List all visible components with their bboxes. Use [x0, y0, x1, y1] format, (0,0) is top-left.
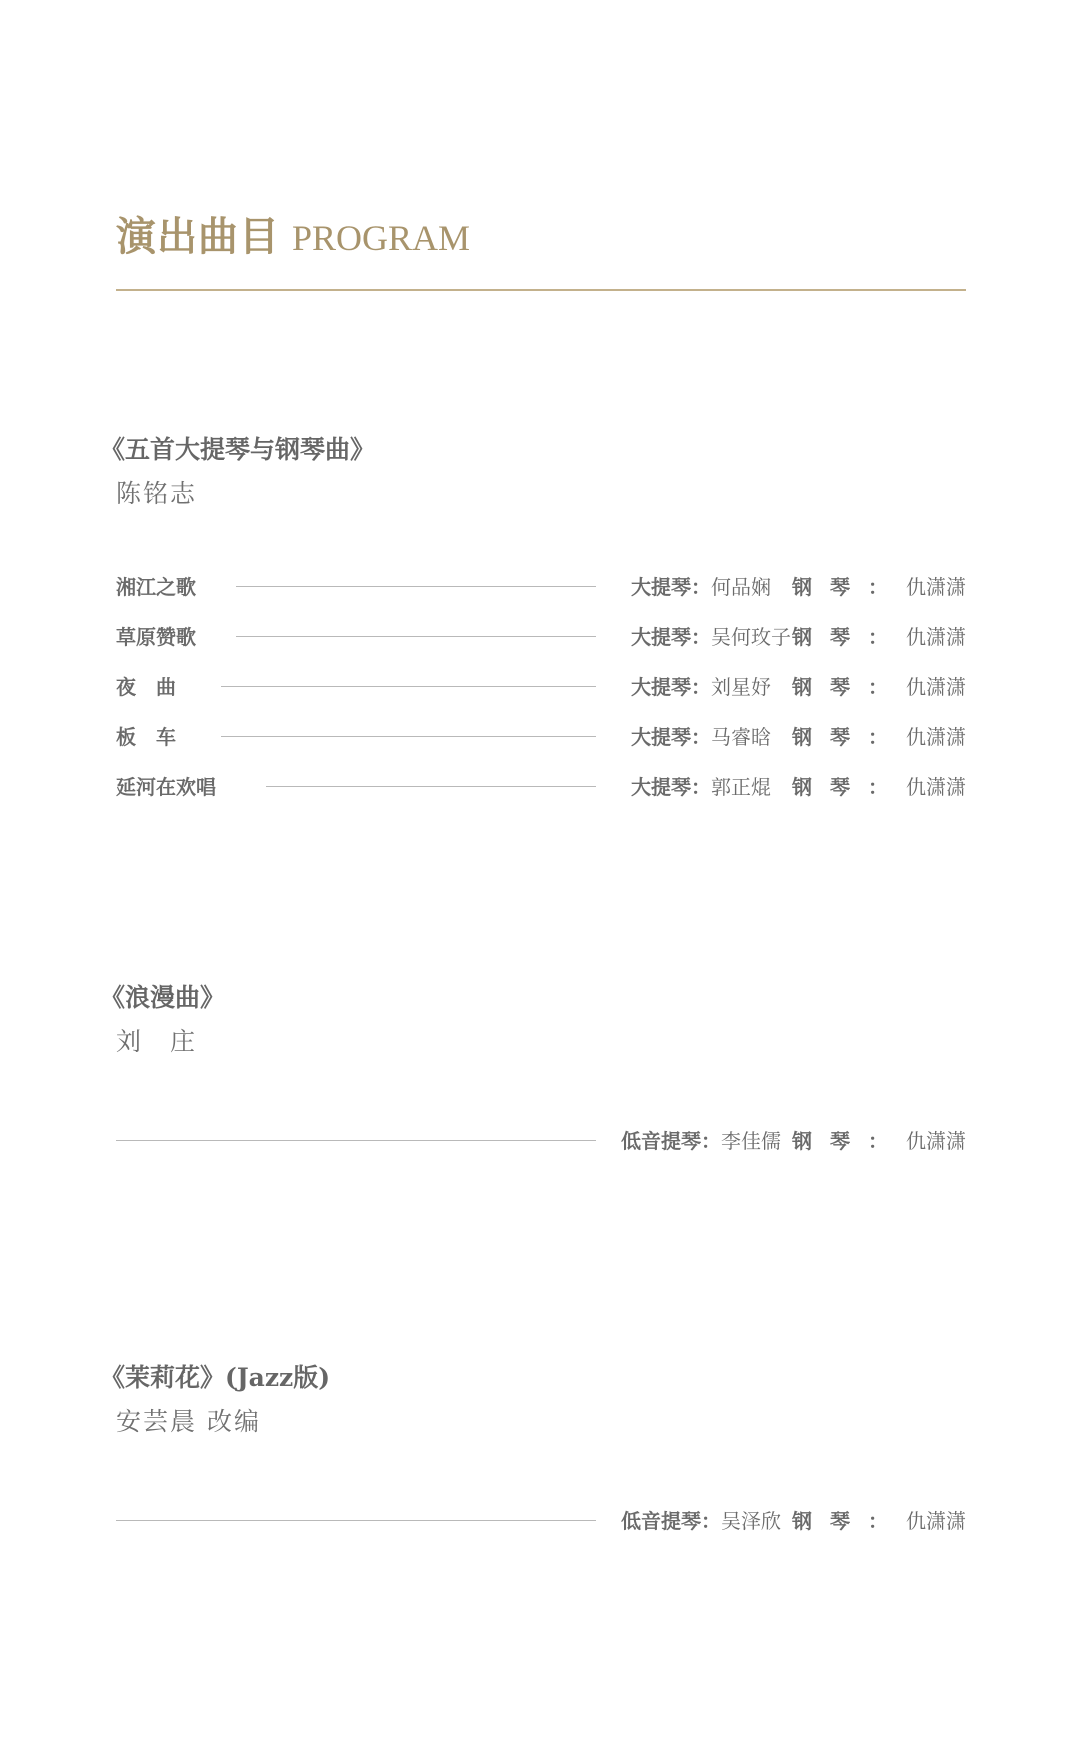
- pianist-credit: [792, 572, 966, 602]
- performance-row: [116, 722, 966, 752]
- page-title-english: PROGRAM: [292, 218, 471, 258]
- pianist-credit: [792, 1126, 966, 1156]
- performer-name: 吴何玫子: [711, 625, 791, 649]
- performer-role: 大提琴：: [631, 675, 711, 699]
- leader-line: [116, 1520, 596, 1521]
- performer-name: 郭正焜: [711, 775, 771, 799]
- pianist-name: 仇潇潇: [906, 575, 966, 599]
- leader-line: [266, 786, 596, 787]
- piece-composer: 陈铭志: [116, 479, 198, 508]
- performer-role: 大提琴：: [631, 625, 711, 649]
- performer-role: 低音提琴：: [621, 1129, 721, 1153]
- performer-name: 何品娴: [711, 575, 771, 599]
- leader-line: [236, 636, 596, 637]
- cellist-credit: [631, 572, 771, 602]
- performance-row: [116, 572, 966, 602]
- leader-line: [236, 586, 596, 587]
- program-piece-1: [100, 430, 966, 830]
- performer-name: 刘星妤: [711, 675, 771, 699]
- movement-name: 草原赞歌: [116, 625, 196, 649]
- bassist-credit: [621, 1506, 781, 1536]
- program-piece-2: [100, 978, 966, 1178]
- header-divider: [116, 289, 966, 291]
- program-piece-3: [100, 1358, 966, 1558]
- performer-role: 大提琴：: [631, 775, 711, 799]
- performance-row: [116, 1506, 966, 1536]
- piece-title: 《浪漫曲》: [100, 983, 226, 1012]
- piano-role: 钢琴：: [792, 625, 906, 649]
- page-title: [116, 205, 470, 262]
- piano-role: 钢琴：: [792, 575, 906, 599]
- pianist-credit: [792, 722, 966, 752]
- pianist-credit: [792, 1506, 966, 1536]
- cellist-credit: [631, 622, 791, 652]
- pianist-credit: [792, 622, 966, 652]
- pianist-name: 仇潇潇: [906, 625, 966, 649]
- movement-name: 延河在欢唱: [116, 775, 216, 799]
- performance-row: [116, 672, 966, 702]
- leader-line: [221, 736, 596, 737]
- leader-line: [221, 686, 596, 687]
- leader-line: [116, 1140, 596, 1141]
- movement-name: 夜 曲: [116, 675, 176, 699]
- performer-role: 大提琴：: [631, 575, 711, 599]
- performance-row: [116, 622, 966, 652]
- piece-title: 《茉莉花》(Jazz版): [100, 1363, 331, 1392]
- pianist-name: 仇潇潇: [906, 725, 966, 749]
- performance-row: [116, 772, 966, 802]
- cellist-credit: [631, 722, 771, 752]
- pianist-name: 仇潇潇: [906, 1509, 966, 1533]
- pianist-name: 仇潇潇: [906, 675, 966, 699]
- piano-role: 钢琴：: [792, 725, 906, 749]
- performance-row: [116, 1126, 966, 1156]
- piano-role: 钢琴：: [792, 1509, 906, 1533]
- piano-role: 钢琴：: [792, 1129, 906, 1153]
- program-header: [116, 205, 966, 295]
- piece-composer: 安芸晨 改编: [116, 1407, 261, 1436]
- bassist-credit: [621, 1126, 781, 1156]
- movement-name: 湘江之歌: [116, 575, 196, 599]
- page-title-chinese: 演出曲目: [116, 213, 280, 260]
- cellist-credit: [631, 772, 771, 802]
- pianist-name: 仇潇潇: [906, 1129, 966, 1153]
- piece-composer: 刘 庄: [116, 1027, 198, 1056]
- pianist-credit: [792, 772, 966, 802]
- piano-role: 钢琴：: [792, 675, 906, 699]
- performer-role: 低音提琴：: [621, 1509, 721, 1533]
- movement-name: 板 车: [116, 725, 176, 749]
- pianist-name: 仇潇潇: [906, 775, 966, 799]
- performer-name: 吴泽欣: [721, 1509, 781, 1533]
- piece-title: 《五首大提琴与钢琴曲》: [100, 435, 376, 464]
- cellist-credit: [631, 672, 771, 702]
- performer-role: 大提琴：: [631, 725, 711, 749]
- performer-name: 马睿晗: [711, 725, 771, 749]
- pianist-credit: [792, 672, 966, 702]
- performer-name: 李佳儒: [721, 1129, 781, 1153]
- piano-role: 钢琴：: [792, 775, 906, 799]
